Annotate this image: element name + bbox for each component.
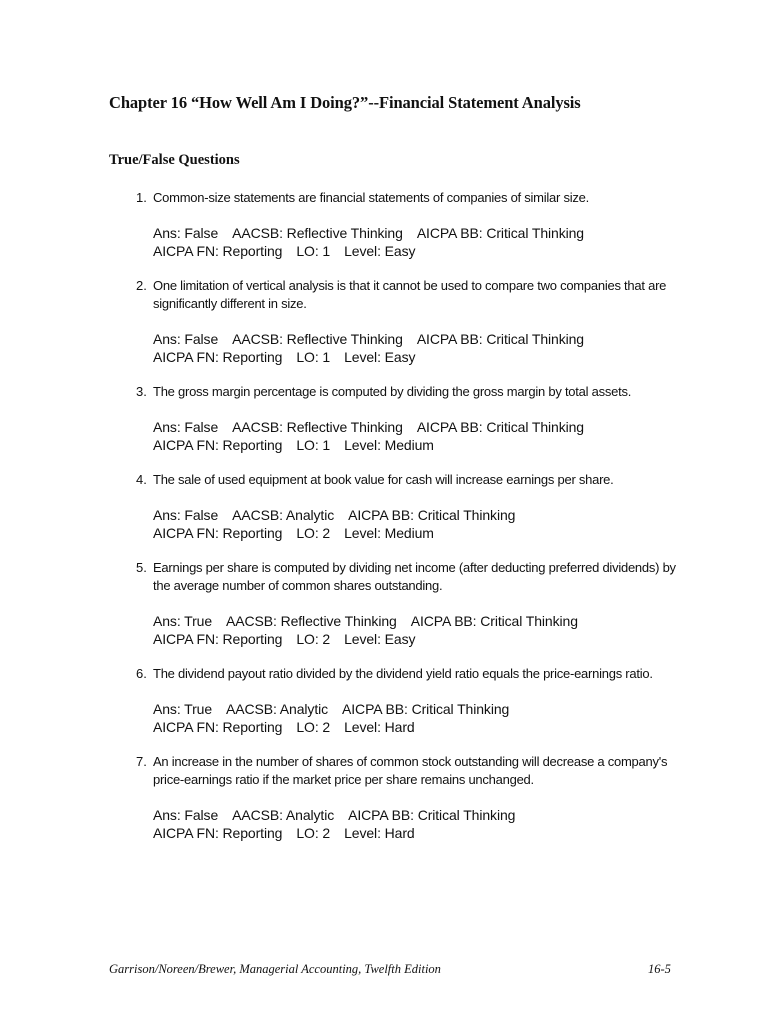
answer-line	[153, 506, 692, 524]
aicpa-bb-value: AICPA BB: Critical Thinking	[410, 613, 578, 629]
answer-value: Ans: False	[153, 507, 219, 523]
aacsb-value: AACSB: Reflective Thinking	[226, 613, 397, 629]
aacsb-value: AACSB: Analytic	[232, 807, 335, 823]
answer-line	[153, 806, 692, 824]
footer-citation: Garrison/Noreen/Brewer, Managerial Accounting, Twelfth Edition	[109, 962, 441, 976]
answer-metadata	[153, 612, 692, 648]
question-number: 3.	[136, 384, 147, 399]
answer-value: Ans: False	[153, 225, 219, 241]
question-text: The dividend payout ratio divided by the dividend yield ratio equals the price-earnings ratio.	[153, 666, 653, 681]
question-number: 5.	[136, 560, 147, 575]
answer-metadata	[153, 224, 692, 260]
question-item	[132, 277, 692, 366]
answer-line	[153, 330, 692, 348]
aicpa-fn-value: AICPA FN: Reporting	[153, 525, 283, 541]
aacsb-value: AACSB: Analytic	[232, 507, 335, 523]
answer-line	[153, 700, 692, 718]
reporting-line	[153, 524, 692, 542]
level-value: Level: Medium	[344, 437, 434, 453]
question-item	[132, 383, 692, 454]
answer-metadata	[153, 506, 692, 542]
question-number: 2.	[136, 278, 147, 293]
reporting-line	[153, 630, 692, 648]
question-number: 1.	[136, 190, 147, 205]
question-text: Earnings per share is computed by dividing net income (after deducting preferred dividends) by the average number of common shares outstanding.	[153, 560, 676, 593]
question-text: The gross margin percentage is computed by dividing the gross margin by total assets.	[153, 384, 632, 399]
aicpa-fn-value: AICPA FN: Reporting	[153, 243, 283, 259]
lo-value: LO: 1	[296, 243, 331, 259]
level-value: Level: Medium	[344, 525, 434, 541]
aicpa-bb-value: AICPA BB: Critical Thinking	[348, 507, 516, 523]
answer-value: Ans: True	[153, 701, 213, 717]
lo-value: LO: 1	[296, 437, 331, 453]
lo-value: LO: 2	[296, 719, 331, 735]
reporting-line	[153, 824, 692, 842]
aacsb-value: AACSB: Analytic	[226, 701, 329, 717]
aacsb-value: AACSB: Reflective Thinking	[232, 225, 403, 241]
reporting-line	[153, 242, 692, 260]
question-number: 6.	[136, 666, 147, 681]
aicpa-fn-value: AICPA FN: Reporting	[153, 719, 283, 735]
aicpa-bb-value: AICPA BB: Critical Thinking	[416, 225, 584, 241]
level-value: Level: Easy	[344, 243, 416, 259]
level-value: Level: Easy	[344, 631, 416, 647]
question-item	[132, 471, 692, 542]
question-text: One limitation of vertical analysis is that it cannot be used to compare two companies that are significantly different in size.	[153, 278, 667, 311]
aacsb-value: AACSB: Reflective Thinking	[232, 419, 403, 435]
question-item	[132, 559, 692, 648]
question-item	[132, 665, 692, 736]
reporting-line	[153, 348, 692, 366]
level-value: Level: Hard	[344, 825, 415, 841]
question-text: Common-size statements are financial statements of companies of similar size.	[153, 190, 589, 205]
section-title: True/False Questions	[109, 152, 240, 168]
question-text: An increase in the number of shares of common stock outstanding will decrease a company's price-earnings ratio if the market price per share remains unchanged.	[153, 754, 668, 787]
question-item	[132, 189, 692, 260]
answer-metadata	[153, 418, 692, 454]
reporting-line	[153, 718, 692, 736]
aicpa-fn-value: AICPA FN: Reporting	[153, 631, 283, 647]
aicpa-fn-value: AICPA FN: Reporting	[153, 349, 283, 365]
answer-value: Ans: False	[153, 807, 219, 823]
answer-value: Ans: False	[153, 419, 219, 435]
question-text: The sale of used equipment at book value for cash will increase earnings per share.	[153, 472, 614, 487]
aicpa-fn-value: AICPA FN: Reporting	[153, 825, 283, 841]
question-number: 7.	[136, 754, 147, 769]
aicpa-bb-value: AICPA BB: Critical Thinking	[348, 807, 516, 823]
aicpa-bb-value: AICPA BB: Critical Thinking	[416, 331, 584, 347]
question-item	[132, 753, 692, 842]
aicpa-bb-value: AICPA BB: Critical Thinking	[416, 419, 584, 435]
aacsb-value: AACSB: Reflective Thinking	[232, 331, 403, 347]
level-value: Level: Easy	[344, 349, 416, 365]
answer-value: Ans: False	[153, 331, 219, 347]
reporting-line	[153, 436, 692, 454]
answer-metadata	[153, 700, 692, 736]
question-number: 4.	[136, 472, 147, 487]
lo-value: LO: 2	[296, 631, 331, 647]
answer-value: Ans: True	[153, 613, 213, 629]
lo-value: LO: 1	[296, 349, 331, 365]
chapter-title: Chapter 16 “How Well Am I Doing?”--Financial Statement Analysis	[109, 93, 581, 112]
aicpa-fn-value: AICPA FN: Reporting	[153, 437, 283, 453]
answer-line	[153, 418, 692, 436]
answer-metadata	[153, 330, 692, 366]
level-value: Level: Hard	[344, 719, 415, 735]
answer-metadata	[153, 806, 692, 842]
aicpa-bb-value: AICPA BB: Critical Thinking	[342, 701, 510, 717]
lo-value: LO: 2	[296, 525, 331, 541]
answer-line	[153, 224, 692, 242]
page-number: 16-5	[648, 962, 671, 976]
lo-value: LO: 2	[296, 825, 331, 841]
answer-line	[153, 612, 692, 630]
question-list	[132, 189, 692, 842]
